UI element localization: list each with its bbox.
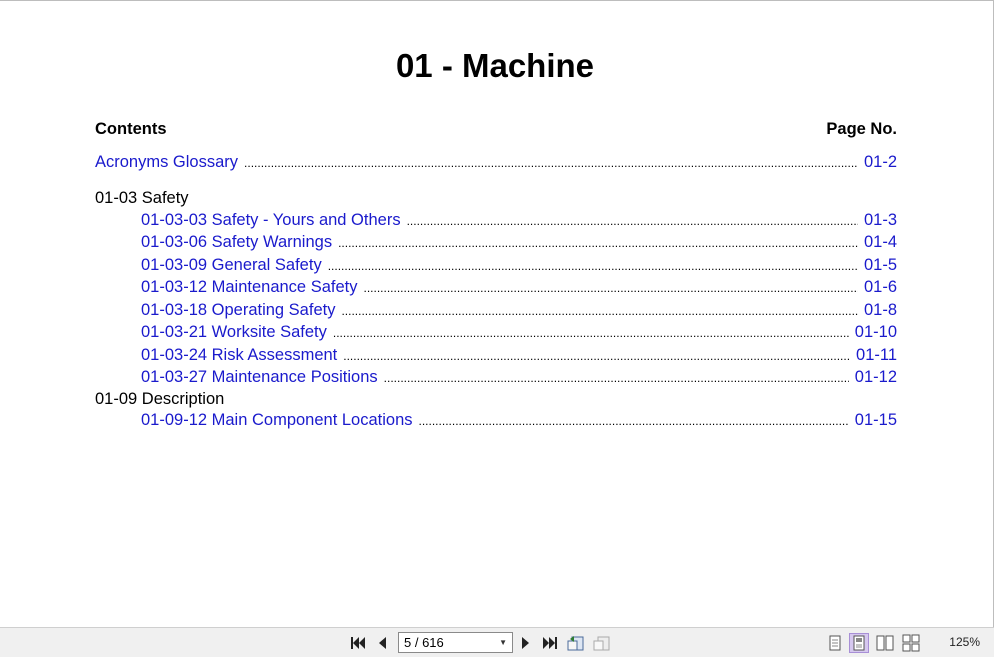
dot-leader [363, 281, 857, 295]
toc-entry-link[interactable] [95, 301, 897, 323]
toc-entry-label[interactable]: 01-09-12 Main Component Locations [141, 411, 413, 429]
toc-entry-label: 01-03 Safety [95, 189, 189, 207]
toc-entry-page-number[interactable]: 01-15 [854, 411, 897, 429]
previous-page-icon[interactable] [373, 634, 391, 652]
toc-entry-link[interactable] [95, 323, 897, 345]
toc-entry-link[interactable] [95, 368, 897, 390]
dot-leader [419, 414, 849, 428]
toc-entry-label[interactable]: 01-03-27 Maintenance Positions [141, 368, 378, 386]
last-page-icon[interactable] [541, 634, 559, 652]
first-page-icon[interactable] [349, 634, 367, 652]
toc-entry-label[interactable]: 01-03-24 Risk Assessment [141, 346, 338, 364]
toc-entry-link[interactable] [95, 411, 897, 433]
toc-entry-page-number[interactable]: 01-6 [863, 278, 897, 296]
toc-entry-link[interactable] [95, 233, 897, 255]
toc-entry-page-number[interactable]: 01-12 [854, 368, 897, 386]
pdf-page [0, 1, 990, 627]
toc-entry-page-number[interactable]: 01-5 [863, 256, 897, 274]
toc-entry-page-number[interactable]: 01-10 [854, 323, 897, 341]
toc-entry-label[interactable]: 01-03-18 Operating Safety [141, 301, 336, 319]
dot-leader [338, 236, 858, 250]
dot-leader [244, 156, 858, 170]
toc-section-heading [95, 390, 897, 412]
continuous-facing-view-icon[interactable] [901, 633, 921, 653]
toc-entry-label: 01-09 Description [95, 390, 225, 408]
toc-entry-page-number[interactable]: 01-11 [856, 346, 897, 364]
next-page-icon[interactable] [517, 634, 535, 652]
contents-header: Contents [95, 120, 167, 138]
toc-entry-label[interactable]: Acronyms Glossary [95, 153, 239, 171]
toc-entry-link[interactable] [95, 211, 897, 233]
continuous-view-icon[interactable] [849, 633, 869, 653]
toc-entry-label[interactable]: 01-03-03 Safety - Yours and Others [141, 211, 401, 229]
toc-entry-link[interactable] [95, 346, 897, 368]
toc-entry-page-number[interactable]: 01-8 [863, 301, 897, 319]
facing-pages-view-icon[interactable] [875, 633, 895, 653]
toc-entry-link[interactable] [95, 256, 897, 278]
page-title: 01 - Machine [395, 47, 595, 84]
page-indicator: 5 / 616 [404, 635, 444, 650]
toc-entry-label[interactable]: 01-03-09 General Safety [141, 256, 322, 274]
zoom-level[interactable]: 125% [949, 635, 980, 649]
toc-entry-page-number[interactable]: 01-2 [863, 153, 897, 171]
dot-leader [343, 349, 850, 363]
chevron-down-icon[interactable]: ▼ [499, 638, 507, 647]
viewer-toolbar [0, 627, 994, 657]
toc-entry-link[interactable] [95, 278, 897, 300]
dot-leader [328, 259, 858, 273]
toc-section-heading [95, 189, 897, 211]
dot-leader [407, 214, 858, 228]
toc-entry-page-number[interactable]: 01-4 [863, 233, 897, 251]
dot-leader [333, 326, 849, 340]
toc-entry-page-number[interactable]: 01-3 [863, 211, 897, 229]
single-page-view-icon[interactable] [825, 633, 845, 653]
dot-leader [341, 304, 858, 318]
toc-entry-label[interactable]: 01-03-06 Safety Warnings [141, 233, 333, 251]
toc-entry-link[interactable] [95, 153, 897, 175]
dot-leader [384, 371, 849, 385]
go-back-view-icon[interactable] [567, 634, 585, 652]
toc-entry-label[interactable]: 01-03-12 Maintenance Safety [141, 278, 358, 296]
go-forward-view-icon[interactable] [593, 634, 611, 652]
page-number-header: Page No. [826, 120, 897, 138]
toc-entry-label[interactable]: 01-03-21 Worksite Safety [141, 323, 327, 341]
page-number-field[interactable] [398, 632, 513, 653]
